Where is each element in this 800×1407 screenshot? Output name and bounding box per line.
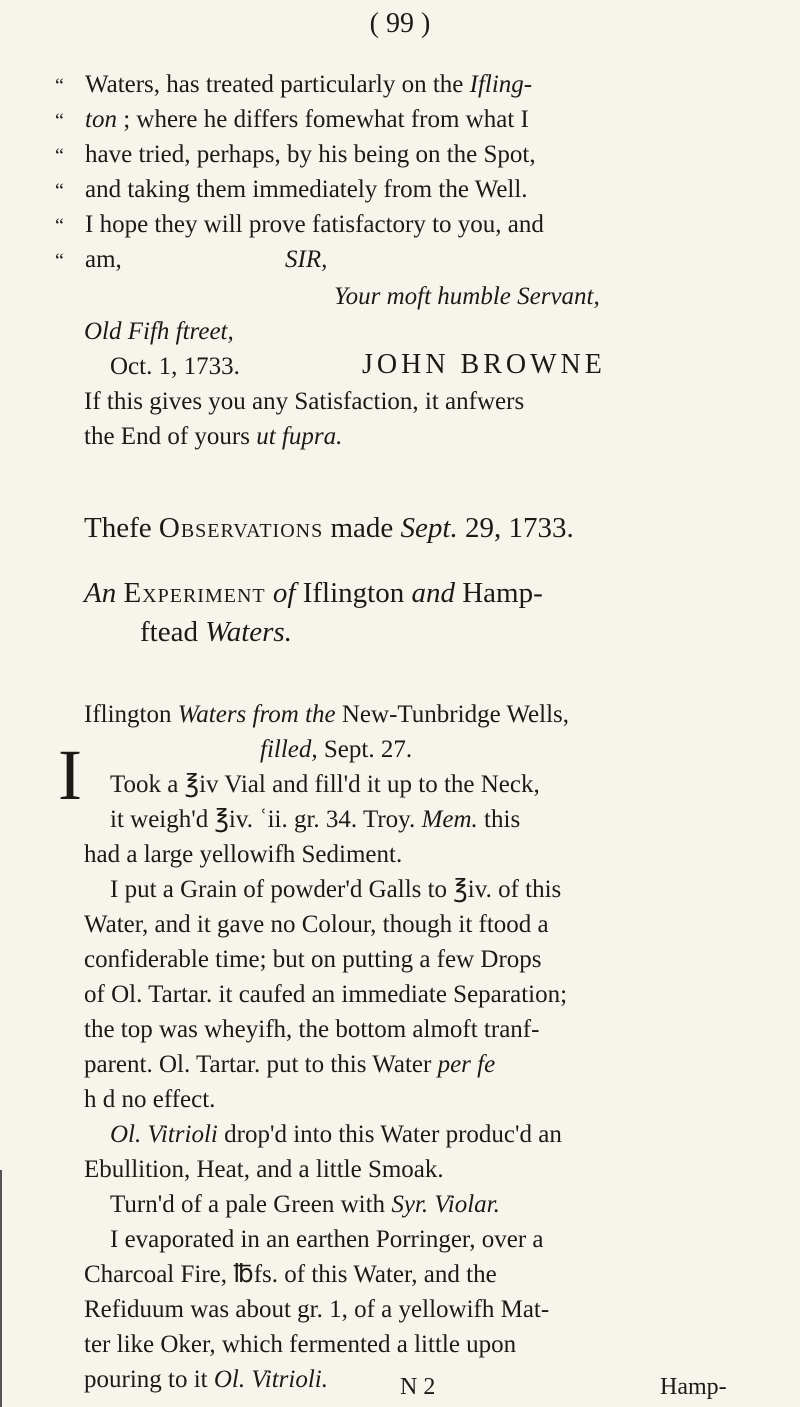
page-number: ( 99 ) (369, 8, 431, 39)
body-line: parent. Ol. Tartar. put to this Water per fe (84, 1051, 496, 1078)
body-line: I put a Grain of powder'd Galls to ℥iv. of this (110, 876, 562, 903)
catchword: Hamp- (660, 1374, 727, 1400)
experiment-heading-2: ftead Waters. (140, 616, 292, 648)
body-line: Ebullition, Heat, and a little Smoak. (84, 1156, 444, 1183)
subheading: Iflington Waters from the New-Tunbridge Wells, (84, 701, 570, 728)
salutation: SIR, (285, 246, 328, 273)
body-line: Water, and it gave no Colour, though it ftood a (84, 911, 549, 938)
experiment-heading: An Experiment of Iflington and Hamp- (84, 577, 543, 609)
subheading-filled: filled, Sept. 27. (260, 736, 413, 763)
letter-line-2: “ ton ; where he differs fomewhat from what I (55, 105, 529, 136)
body-line: of Ol. Tartar. it caufed an immediate Separation; (84, 981, 568, 1008)
body-line: Refiduum was about gr. 1, of a yellowifh Mat- (84, 1296, 550, 1323)
quote-mark: “ (55, 250, 64, 272)
body-line: I evaporated in an earthen Porringer, over a (110, 1226, 544, 1253)
letter-date: Oct. 1, 1733. (110, 353, 240, 380)
reply-line-2: the End of yours ut fupra. (84, 423, 343, 450)
body-line: Turn'd of a pale Green with Syr. Violar. (110, 1191, 500, 1218)
signature: JOHN BROWNE (362, 349, 606, 380)
letter-line-3: “ have tried, perhaps, by his being on the Spot, (55, 140, 536, 171)
quote-mark: “ (55, 145, 64, 167)
body-line: it weigh'd ℥iv. ʿii. gr. 34. Troy. Mem. this (110, 806, 521, 833)
quote-mark: “ (55, 75, 64, 97)
body-line: h d no effect. (84, 1086, 216, 1113)
signature-mark: N 2 (400, 1374, 436, 1400)
letter-place: Old Fifh ftreet, (84, 318, 234, 345)
body-line: the top was wheyifh, the bottom almoft tranf- (84, 1016, 540, 1043)
letter-line-5: “ I hope they will prove fatisfactory to you, and (55, 210, 544, 241)
drop-cap: I (58, 735, 82, 815)
closing: Your moft humble Servant, (334, 283, 600, 310)
quote-mark: “ (55, 215, 64, 237)
body-line: pouring to it Ol. Vitrioli. (84, 1366, 328, 1393)
reply-line-1: If this gives you any Satisfaction, it anfwers (84, 388, 525, 415)
body-line: confiderable time; but on putting a few Drops (84, 946, 542, 973)
observations-line: Thefe Observations made Sept. 29, 1733. (84, 512, 574, 544)
body-line: Ol. Vitrioli drop'd into this Water produc'd an (110, 1121, 562, 1148)
quote-mark: “ (55, 180, 64, 202)
letter-line-6: “ am, (55, 245, 122, 276)
letter-line-4: “ and taking them immediately from the Well. (55, 175, 528, 206)
body-line: had a large yellowifh Sediment. (84, 841, 403, 868)
quote-mark: “ (55, 110, 64, 132)
letter-line-1: “ Waters, has treated particularly on the Ifling- (55, 70, 532, 101)
body-line: Took a ℥iv Vial and fill'd it up to the Neck, (110, 771, 540, 798)
page-edge-line (0, 1170, 2, 1407)
body-line: ter like Oker, which fermented a little upon (84, 1331, 517, 1358)
body-line: Charcoal Fire, ℔fs. of this Water, and the (84, 1261, 497, 1288)
